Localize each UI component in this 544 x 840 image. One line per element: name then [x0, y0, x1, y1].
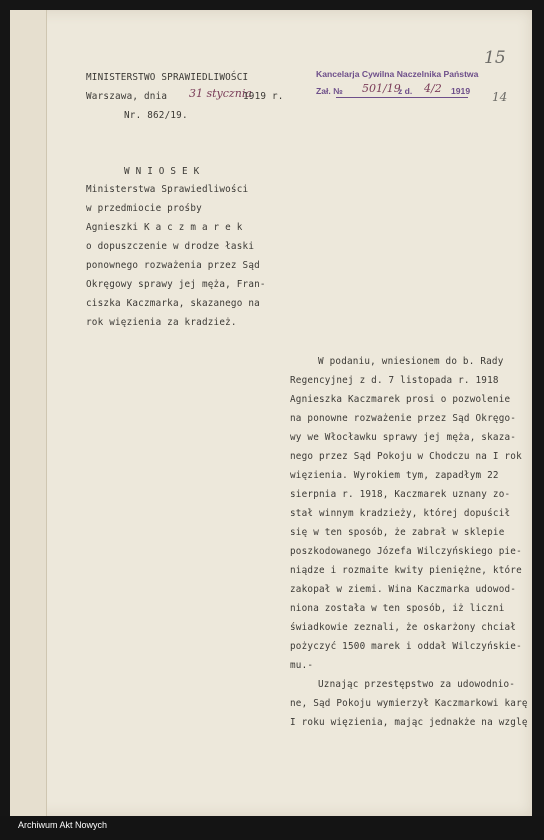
stamp-date-value: 4/2 [424, 82, 442, 95]
archive-footer [0, 816, 544, 840]
motion-line: ciszka Kaczmarka, skazanego na [86, 298, 260, 309]
stamp-reg-prefix: Zał. № [316, 86, 343, 96]
page-number-annotation: 15 [484, 48, 506, 68]
body-line: mu.- [290, 660, 314, 671]
body-line: na ponowne rozważenie przez Sąd Okręgo- [290, 413, 517, 424]
body-line: świadkowie zeznali, że oskarżony chciał [290, 622, 517, 633]
motion-line: o dopuszczenie w drodze łaski [86, 241, 255, 252]
motion-line: rok więzienia za kradzież. [86, 317, 237, 328]
body-line: niona została w ten sposób, iż liczni [290, 603, 505, 614]
motion-line: w przedmiocie prośby [86, 203, 202, 214]
body-line: Uznając przestępstwo za udowodnio- [318, 679, 516, 690]
body-line: I roku więzienia, mając jednakże na wzglę [290, 717, 528, 728]
stamp-reg-number: 501/19 [362, 82, 401, 95]
body-line: W podaniu, wniesionem do b. Rady [318, 356, 504, 367]
stamp-year: 1919 [451, 86, 471, 96]
body-line: więzienia. Wyrokiem tym, zapadłym 22 [290, 470, 499, 481]
secondary-mark: 14 [492, 90, 508, 104]
body-line: nego przez Sąd Pokoju w Chodczu na I rok [290, 451, 522, 462]
archive-label: Archiwum Akt Nowych [18, 820, 108, 830]
body-line: poszkodowanego Józefa Wilczyńskiego pie- [290, 546, 522, 557]
body-line: Regencyjnej z d. 7 listopada r. 1918 [290, 375, 499, 386]
motion-heading: W N I O S E K [124, 166, 200, 177]
body-line: pożyczyć 1500 marek i oddał Wilczyńskie- [290, 641, 522, 652]
body-line: sierpnia r. 1918, Kaczmarek uznany zo- [290, 489, 511, 500]
body-line: niądze i rozmaite kwity pieniężne, które [290, 565, 522, 576]
stamp-underline [336, 97, 468, 98]
motion-line: Agnieszki K a c z m a r e k [86, 222, 243, 233]
year-suffix: 1919 r. [243, 91, 284, 102]
document-number: Nr. 862/19. [124, 110, 188, 121]
motion-line: Ministerstwa Sprawiedliwości [86, 184, 249, 195]
stamp-date-prefix: z d. [398, 86, 413, 96]
ministry-header: MINISTERSTWO SPRAWIEDLIWOŚCI [86, 72, 249, 83]
handwritten-date: 31 stycznia [189, 87, 252, 100]
motion-line: ponownego rozważenia przez Sąd [86, 260, 260, 271]
binding-margin [10, 10, 47, 816]
office-stamp: Kancelarja Cywilna Naczelnika Państwa [316, 69, 479, 79]
body-line: się w ten sposób, że zabrał w sklepie [290, 527, 505, 538]
body-line: Agnieszka Kaczmarek prosi o pozwolenie [290, 394, 511, 405]
body-line: wy we Włocławku sprawy jej męża, skaza- [290, 432, 517, 443]
motion-line: Okręgowy sprawy jej męża, Fran- [86, 279, 266, 290]
body-line: stał winnym kradzieży, której dopuścił [290, 508, 511, 519]
body-line: zakopał w ziemi. Wina Kaczmarka udowod- [290, 584, 517, 595]
city-date-prefix: Warszawa, dnia [86, 91, 168, 102]
body-line: ne, Sąd Pokoju wymierzył Kaczmarkowi karę [290, 698, 528, 709]
